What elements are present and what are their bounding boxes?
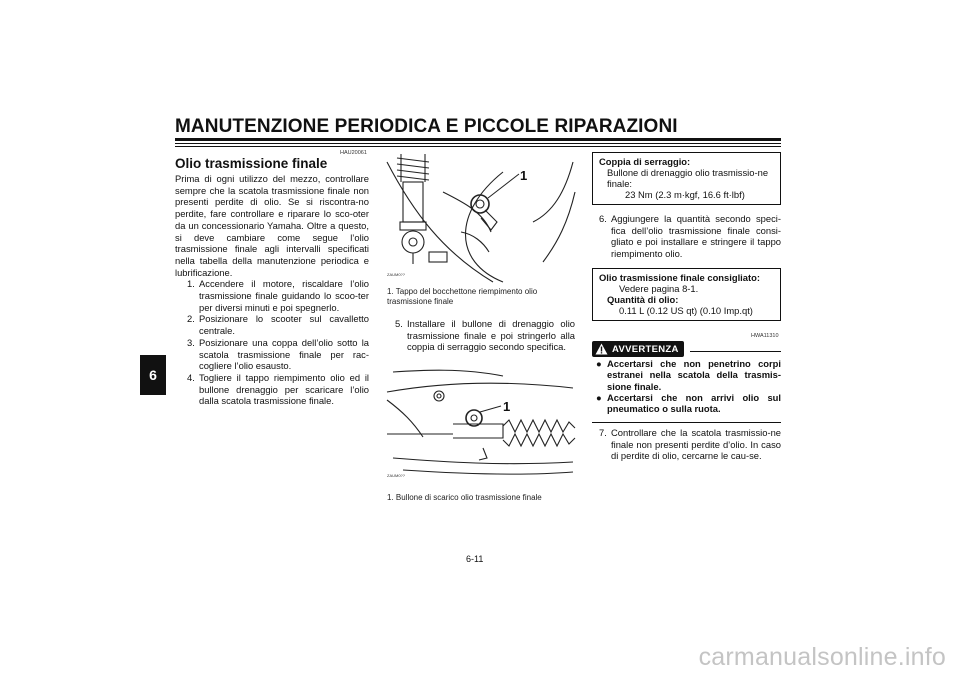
figure-2-code: ZAUM0?? [387, 473, 406, 478]
intro-paragraph: Prima di ogni utilizzo del mezzo, controllare sempre che la scatola trasmissione finale non presenti perdite di olio. Se si riscontra-no perdite, fare controllare e riparare lo sco-oter da un concessionario Yamaha. Oltre a questo, si deve cambiare come segue l’olio trasmissione finale agli intervalli specificati nella tabella della manutenzione periodica e lubrificazione. [175, 173, 369, 278]
header-rule-thin-2 [175, 146, 781, 147]
step-item [395, 318, 575, 353]
step-text: Aggiungere la quantità secondo speci-fica dell’olio trasmissione finale consi-gliato e poi installare e stringere il tappo riempimento olio. [611, 213, 781, 260]
section-title: Olio trasmissione finale [175, 156, 328, 171]
filler-cap-drawing [383, 152, 577, 286]
step-item [599, 427, 781, 462]
warning-end-rule [592, 422, 781, 423]
figure-1-caption: 1. Tappo del bocchettone riempimento olio trasmissione finale [387, 287, 538, 306]
step-number: 1. [187, 278, 195, 290]
step-number: 7. [599, 427, 607, 438]
step-item [599, 213, 781, 260]
step-text: Posizionare lo scooter sul cavalletto centrale. [199, 313, 369, 337]
step-number: 5. [395, 318, 403, 329]
section-code: HAU20061 [340, 150, 367, 156]
step-item [187, 278, 369, 313]
step-item [187, 337, 369, 372]
step-text: Posizionare una coppa dell’olio sotto la scatola trasmissione finale per rac-cogliere l’olio esausto. [199, 336, 369, 372]
warning-bullet: ● Accertarsi che non penetrino corpi estranei nella scatola della trasmis-sione finale. [596, 358, 781, 392]
figure-1-code: ZAUM0?? [387, 272, 406, 277]
figure-2-caption: 1. Bullone di scarico olio trasmissione finale [387, 493, 542, 502]
torque-spec-box [592, 152, 781, 205]
step-text: Togliere il tappo riempimento olio ed il bullone drenaggio per scaricare l’olio dalla scatola trasmissione finale. [199, 371, 369, 407]
torque-box-value: 23 Nm (2.3 m·kgf, 16.6 ft·lbf) [625, 189, 745, 200]
warning-label-text: AVVERTENZA [612, 343, 679, 355]
oil-box-qty-label: Quantità di olio: [607, 294, 679, 305]
column-1 [175, 173, 369, 407]
oil-spec-box [592, 268, 781, 321]
warning-bullets [596, 358, 781, 414]
oil-box-title-value: Vedere pagina 8-1. [619, 283, 699, 294]
figure-1-callout: 1 [520, 168, 528, 183]
warning-triangle-icon [595, 343, 608, 355]
warning-bullet: ● Accertarsi che non arrivi olio sul pneumatico o sulla ruota. [596, 391, 781, 415]
drain-bolt-drawing [383, 362, 577, 480]
oil-box-qty-value: 0.11 L (0.12 US qt) (0.10 Imp.qt) [619, 305, 753, 316]
step-item [187, 372, 369, 407]
torque-box-item: Bullone di drenaggio olio trasmissio-ne finale: [607, 167, 769, 189]
step-number: 4. [187, 371, 195, 383]
header-rule [175, 138, 781, 141]
warning-code: HWA11310 [751, 333, 779, 339]
page-number: 6-11 [466, 554, 484, 564]
step-item [187, 313, 369, 336]
step-number: 2. [187, 313, 195, 325]
step-number: 3. [187, 336, 195, 348]
step-text: Installare il bullone di drenaggio olio trasmissione finale e poi stringerlo alla coppia di serraggio secondo specifica. [407, 318, 575, 353]
page-header-title: MANUTENZIONE PERIODICA E PICCOLE RIPARAZIONI [175, 116, 678, 137]
chapter-tab: 6 [140, 355, 166, 395]
figure-filler-cap-illustration [383, 152, 577, 286]
step-number: 6. [599, 213, 607, 224]
oil-box-title: Olio trasmissione finale consigliato: [599, 272, 760, 283]
figure-2-callout: 1 [503, 399, 511, 414]
torque-box-title: Coppia di serraggio: [599, 156, 691, 167]
step-text: Accendere il motore, riscaldare l’olio trasmissione finale guidando lo scoo-ter per diversi minuti e poi spegnerlo. [199, 278, 369, 313]
warning-rule [690, 351, 781, 352]
figure-drain-bolt-illustration [383, 362, 577, 480]
step-text: Controllare che la scatola trasmissio-ne finale non presenti perdite d’olio. In caso di perdite di olio, cercarne le cau-se. [611, 427, 781, 462]
header-rule-thin [175, 143, 781, 144]
watermark: carmanualsonline.info [698, 643, 946, 671]
